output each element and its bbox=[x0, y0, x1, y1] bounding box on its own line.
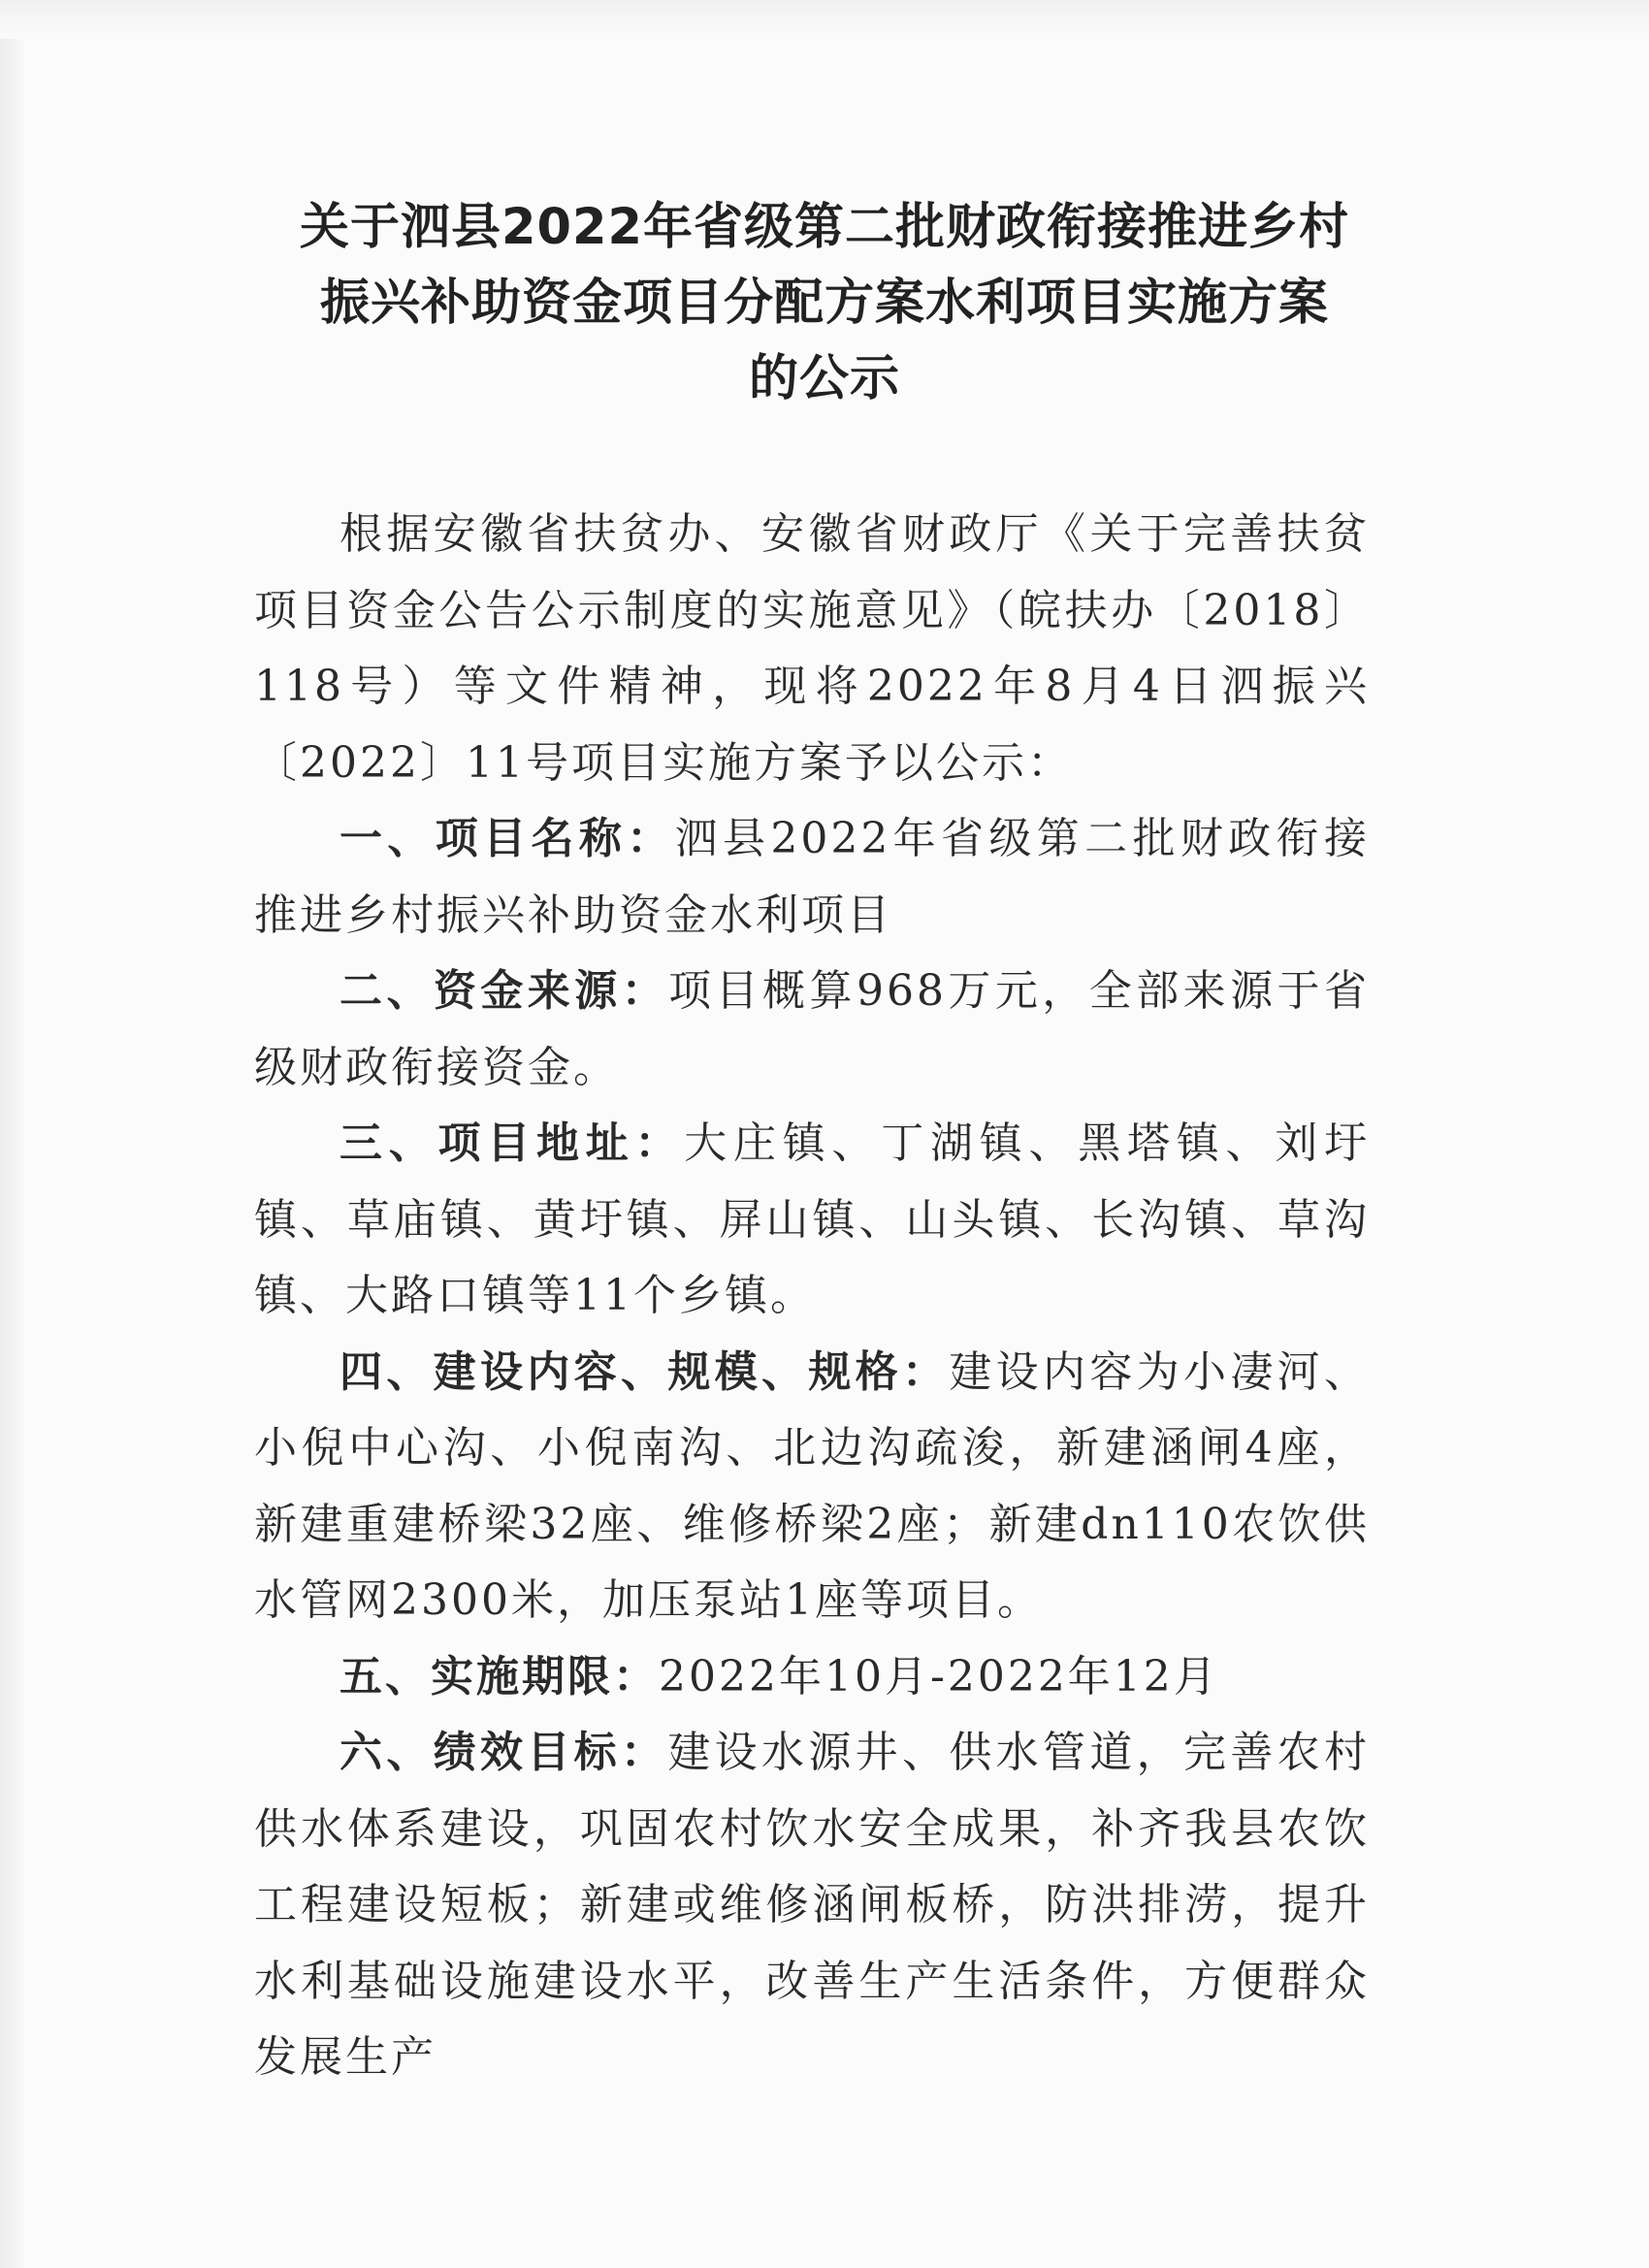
section-label: 二、资金来源： bbox=[340, 966, 669, 1016]
section-text: 建设内容为小凄河、小倪中心沟、小倪南沟、北边沟疏浚，新建涵闸4座，新建重建桥梁32座、维修桥梁2座；新建dn110农饮供水管网2300米，加压泵站1座等项目。 bbox=[254, 1346, 1371, 1625]
section-text: 项目概算968万元，全部来源于省级财政衔接资金。 bbox=[254, 966, 1370, 1092]
scan-shadow-top bbox=[0, 0, 1649, 39]
title-line-1: 关于泗县2022年省级第二批财政衔接推进乡村 bbox=[300, 199, 1349, 256]
section-label: 一、项目名称： bbox=[340, 814, 675, 863]
section-text: 建设水源井、供水管道，完善农村供水体系建设，巩固农村饮水安全成果，补齐我县农饮工程建设短板；新建或维修涵闸板桥，防洪排涝，提升水利基础设施建设水平，改善生产生活条件，方便群众发展生产 bbox=[254, 1728, 1371, 2082]
title-line-3: 的公示 bbox=[748, 350, 900, 407]
title-line-2: 振兴补助资金项目分配方案水利项目实施方案 bbox=[319, 275, 1329, 332]
section-funding-source bbox=[254, 954, 1370, 1106]
document-body bbox=[254, 497, 1370, 2096]
section-construction-content bbox=[254, 1335, 1370, 1639]
document-title bbox=[233, 190, 1416, 417]
section-label: 五、实施期限： bbox=[340, 1651, 659, 1701]
section-text: 大庄镇、丁湖镇、黑塔镇、刘圩镇、草庙镇、黄圩镇、屏山镇、山头镇、长沟镇、草沟镇、大路口镇等11个乡镇。 bbox=[254, 1118, 1370, 1320]
section-text: 泗县2022年省级第二批财政衔接推进乡村振兴补助资金水利项目 bbox=[254, 814, 1371, 940]
section-label: 六、绩效目标： bbox=[340, 1728, 668, 1777]
section-performance-goals bbox=[254, 1715, 1370, 2096]
section-label: 四、建设内容、规模、规格： bbox=[340, 1346, 950, 1397]
section-implementation-period bbox=[254, 1639, 1370, 1716]
section-project-name bbox=[254, 801, 1370, 954]
section-label: 三、项目地址： bbox=[340, 1118, 685, 1168]
intro-paragraph: 根据安徽省扶贫办、安徽省财政厅《关于完善扶贫项目资金公告公示制度的实施意见》（皖扶办〔2018〕118号）等文件精神，现将2022年8月4日泗振兴〔2022〕11号项目实施方案予以公示： bbox=[254, 509, 1370, 788]
scan-shadow-left bbox=[0, 0, 27, 2268]
section-text: 2022年10月-2022年12月 bbox=[659, 1651, 1219, 1701]
section-project-address bbox=[254, 1106, 1370, 1335]
